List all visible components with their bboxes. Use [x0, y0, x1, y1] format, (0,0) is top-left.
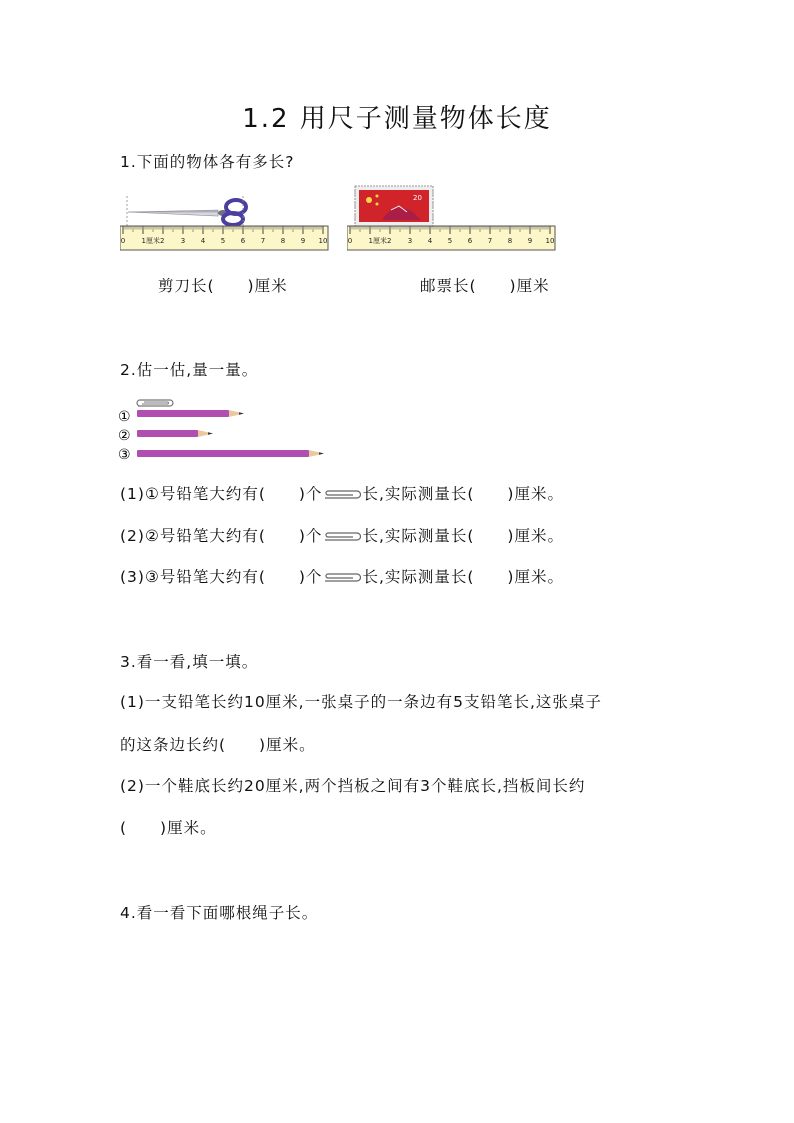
scissors-ruler-figure [120, 192, 332, 256]
paper-clip-icon [323, 572, 361, 584]
ruler-label: 7 [260, 237, 266, 245]
ruler-label: 9 [527, 237, 533, 245]
pencil-3 [137, 450, 324, 457]
q2-line-2: (2)②号铅笔大约有( )个 长,实际测量长( )厘米。 [120, 527, 564, 545]
page-title: 1.2 用尺子测量物体长度 [242, 104, 552, 134]
q3-line-1: (1)一支铅笔长约10厘米,一张桌子的一条边有5支铅笔长,这张桌子 [120, 693, 602, 711]
stamp-caption: 邮票长( )厘米 [420, 277, 550, 295]
paper-clip-icon [137, 400, 173, 406]
ruler-label: 4 [200, 237, 206, 245]
ruler-label: 4 [427, 237, 433, 245]
ruler-label: 3 [180, 237, 186, 245]
ruler-label: 10 [318, 237, 328, 245]
q3-heading: 3.看一看,填一填。 [120, 653, 259, 671]
ruler-2 [347, 226, 555, 250]
ruler-label: 0 [347, 237, 353, 245]
ruler-label: 0 [120, 237, 126, 245]
ruler-label: 8 [507, 237, 513, 245]
q3-line-4: ( )厘米。 [120, 819, 217, 837]
q1-heading: 1.下面的物体各有多长? [120, 153, 295, 171]
q4-heading: 4.看一看下面哪根绳子长。 [120, 904, 319, 922]
ruler-label: 10 [545, 237, 555, 245]
ruler-1 [120, 226, 328, 250]
ruler-label: 1厘米2 [368, 237, 392, 245]
ruler-label: 8 [280, 237, 286, 245]
pencil-label-2: ② [118, 428, 131, 444]
scissors-icon [128, 200, 246, 225]
ruler-label: 3 [407, 237, 413, 245]
ruler-label: 5 [447, 237, 453, 245]
paper-clip-icon [323, 531, 361, 543]
pencils-figure [118, 396, 338, 464]
scissors-caption: 剪刀长( )厘米 [158, 277, 288, 295]
pencil-label-1: ① [118, 409, 131, 425]
stamp-ruler-figure [347, 182, 559, 256]
q2-line-1: (1)①号铅笔大约有( )个 长,实际测量长( )厘米。 [120, 485, 564, 503]
q2-line-3: (3)③号铅笔大约有( )个 长,实际测量长( )厘米。 [120, 568, 564, 586]
pencil-label-3: ③ [118, 447, 131, 463]
paper-clip-icon [323, 489, 361, 501]
ruler-label: 5 [220, 237, 226, 245]
pencil-2 [137, 430, 213, 437]
ruler-label: 6 [467, 237, 473, 245]
q3-line-2: 的这条边长约( )厘米。 [120, 736, 316, 754]
stamp-icon [355, 186, 433, 226]
ruler-label: 6 [240, 237, 246, 245]
svg-text:20: 20 [413, 194, 422, 202]
ruler-label: 1厘米2 [141, 237, 165, 245]
q2-heading: 2.估一估,量一量。 [120, 361, 259, 379]
ruler-label: 7 [487, 237, 493, 245]
pencil-1 [137, 410, 244, 417]
ruler-label: 9 [300, 237, 306, 245]
q3-line-3: (2)一个鞋底长约20厘米,两个挡板之间有3个鞋底长,挡板间长约 [120, 777, 586, 795]
